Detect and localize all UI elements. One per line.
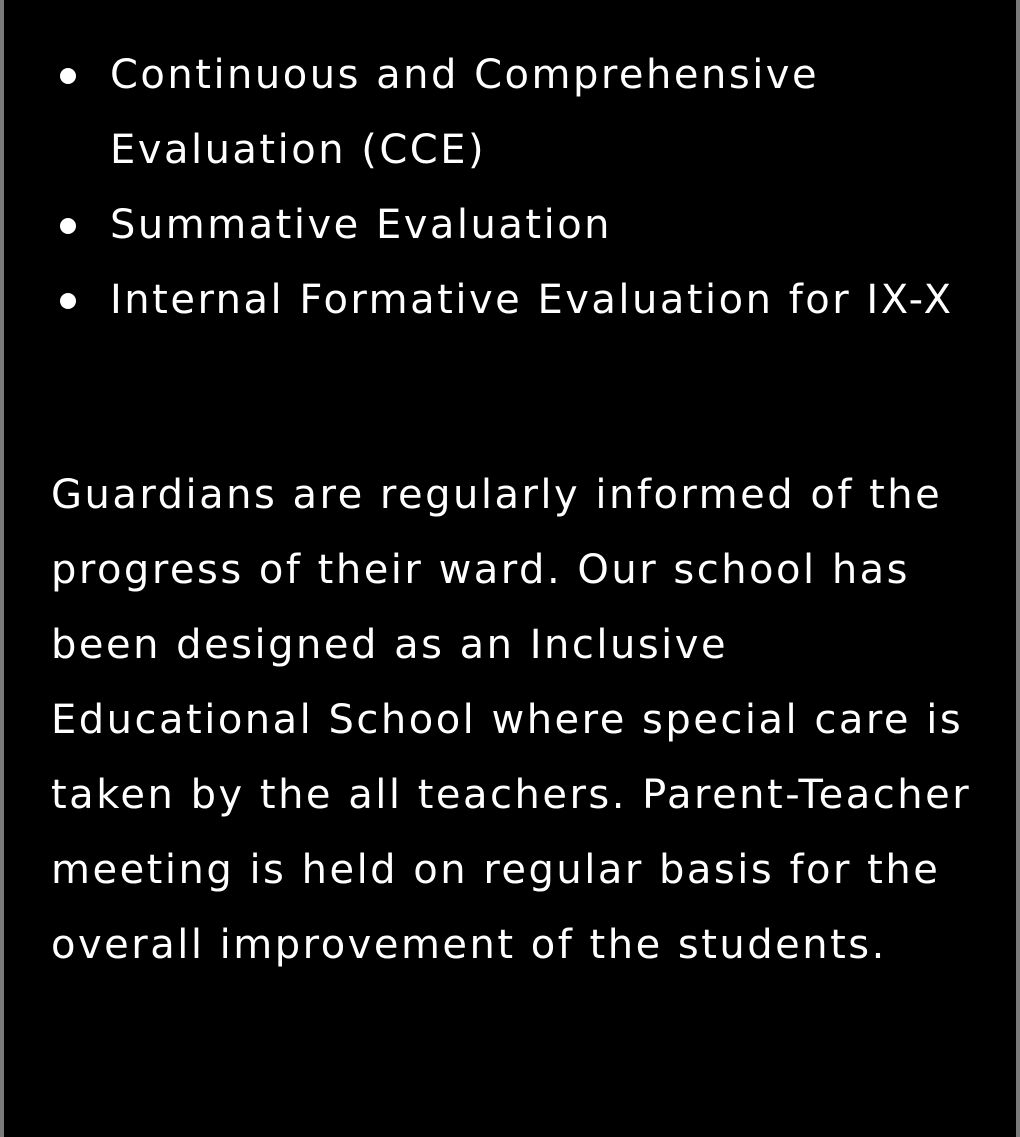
bullet-icon [60,68,76,84]
list-item-text: Continuous and Comprehensive Evaluation (CCE) [110,52,820,173]
list-item [4,38,1016,188]
list-item-text: Summative Evaluation [110,202,613,248]
content-panel [4,0,1016,1137]
evaluation-list [4,38,1016,338]
list-item [4,188,1016,263]
guardians-paragraph: Guardians are regularly informed of the progress of their ward. Our school has been designed as an Inclusive Educational School where special care is taken by the all teachers. Parent-Teacher meeting is held on regular basis for the overall improvement of the students. [51,472,972,968]
bullet-icon [60,293,76,309]
list-item-text: Internal Formative Evaluation for IX-X [110,277,954,323]
bullet-icon [60,218,76,234]
list-item [4,263,1016,338]
